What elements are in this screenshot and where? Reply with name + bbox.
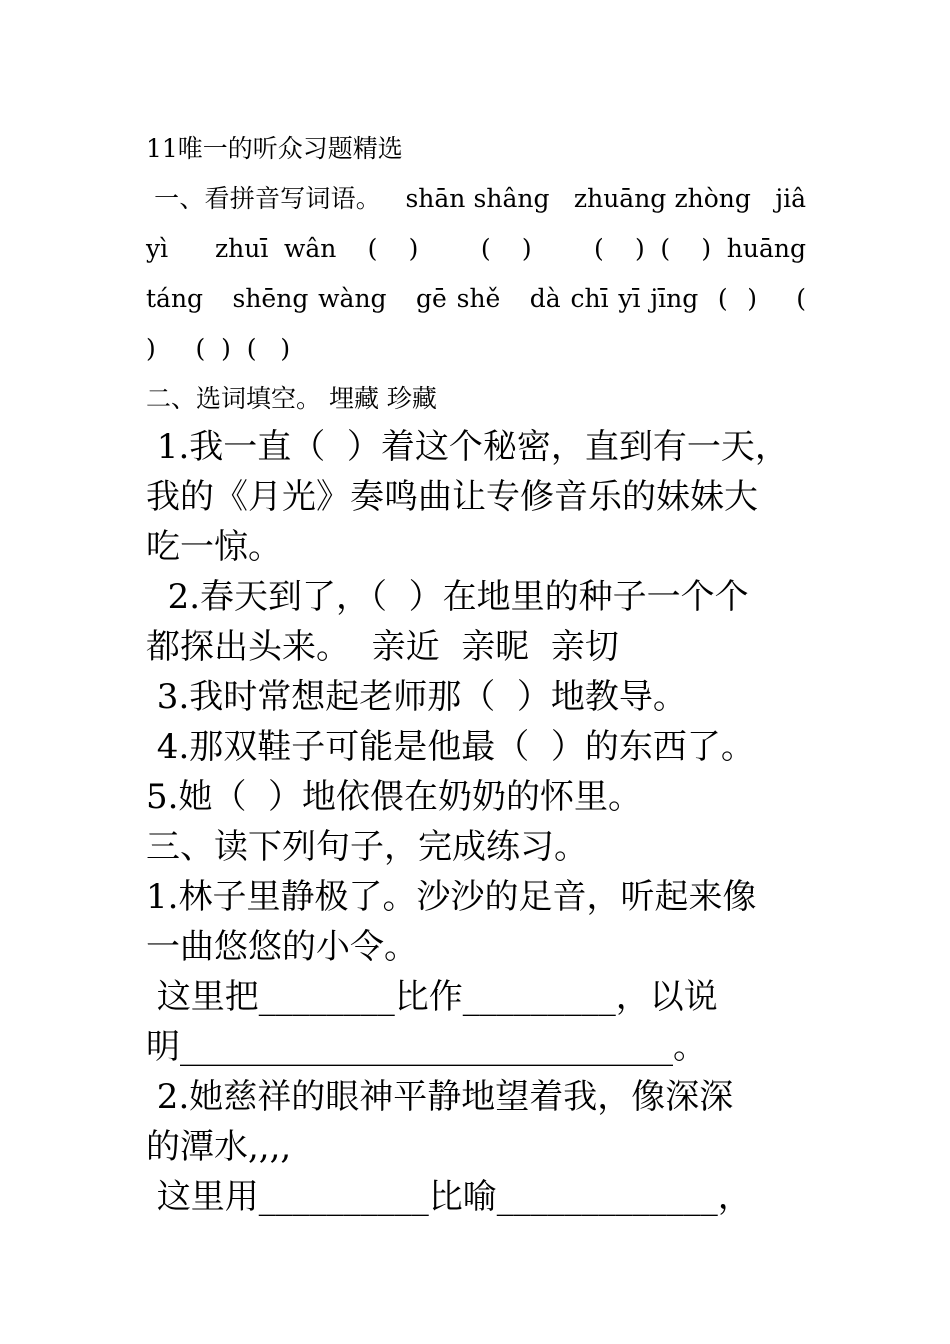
sentence-2-line-1: 2.她慈祥的眼神平静地望着我，像深深	[146, 1077, 734, 1117]
sentence-1-fill-1: 这里把________比作_________，以说	[146, 977, 718, 1017]
question-2-line-1: 2.春天到了，（ ）在地里的种子一个个	[146, 577, 749, 617]
pinyin-line-3: táng shēng wàng gē shě dà chī yī jīng ( ) (	[146, 284, 806, 313]
pinyin-line-1: 一、看拼音写词语。 shān shâng zhuāng zhòng jiâ	[146, 184, 806, 213]
question-1-line-2: 我的《月光》奏鸣曲让专修音乐的妹妹大	[146, 477, 758, 517]
pinyin-line-2: yì zhuī wân ( ) ( ) ( ) ( ) huāng	[146, 234, 806, 263]
sentence-2-fill: 这里用__________比喻_____________，	[146, 1177, 752, 1217]
pinyin-line-4: ) ( ) ( )	[146, 334, 291, 363]
question-1-line-3: 吃一惊。	[146, 527, 282, 567]
sentence-2-line-2: 的潭水,,,,	[146, 1127, 292, 1167]
question-2-line-2: 都探出头来。 亲近 亲昵 亲切	[146, 627, 619, 667]
pinyin-exercise	[146, 174, 806, 374]
question-3: 3.我时常想起老师那（ ）地教导。	[146, 677, 687, 717]
sentence-1-line-2: 一曲悠悠的小令。	[146, 927, 418, 967]
section2-heading: 二、选词填空。 埋藏 珍藏	[146, 384, 437, 413]
document-title: 11唯一的听众习题精选	[146, 134, 403, 163]
question-4: 4.那双鞋子可能是他最（ ）的东西了。	[146, 727, 755, 767]
question-5: 5.她（ ）地依偎在奶奶的怀里。	[146, 777, 643, 817]
sentence-1-fill-2: 明_____________________________。	[146, 1027, 707, 1067]
question-1-line-1: 1.我一直（ ）着这个秘密，直到有一天，	[146, 427, 789, 467]
sentence-1-line-1: 1.林子里静极了。沙沙的足音，听起来像	[146, 877, 757, 917]
section3-heading: 三、读下列句子，完成练习。	[146, 827, 588, 867]
